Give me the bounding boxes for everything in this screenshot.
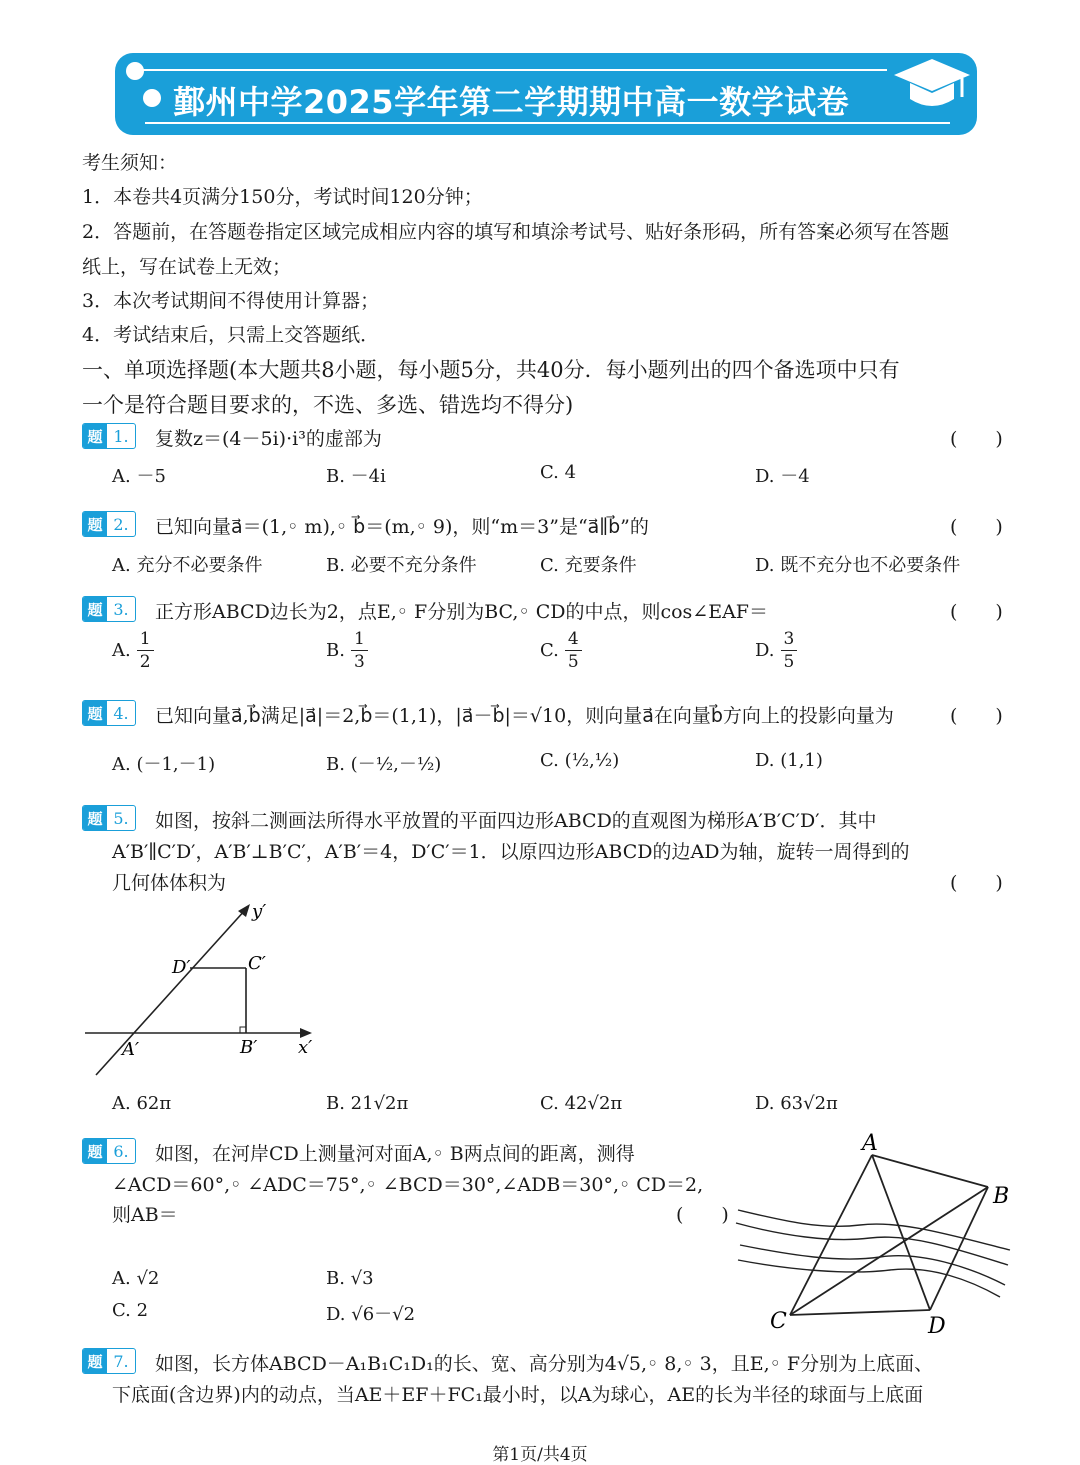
question-number: 1. [113,426,129,446]
notice-heading: 考生须知： [82,152,178,174]
option-a [112,631,154,671]
option-a: A. 62π [112,1093,172,1114]
answer-paren: ( ) [950,872,1003,894]
option-c [540,631,582,671]
question-text: 已知向量a⃗＝(1,◦ m),◦ b⃗＝(m,◦ 9)，则“m＝3”是“a⃗∥b⃗”的 [155,516,649,538]
fraction-numerator: 3 [781,631,798,651]
segment-ac [790,1155,872,1315]
badge-label: 题 [83,1139,107,1163]
fraction-numerator: 1 [137,631,154,651]
notice-item: 3．本次考试期间不得使用计算器； [82,290,380,312]
option-d: D. (1,1) [755,750,823,771]
option-b: B. (－½,－½) [326,754,442,775]
badge-label: 题 [83,597,107,621]
label-a: A′ [122,1039,140,1060]
question-badge [82,423,136,449]
fraction [781,631,798,671]
y-axis [96,909,246,1075]
option-label: C. [540,640,559,661]
option-label: D. [755,640,775,661]
option-d: D. 63√2π [755,1093,838,1114]
answer-paren: ( ) [950,428,1003,450]
option-d: D. 既不充分也不必要条件 [755,555,961,576]
question-number: 4. [113,703,129,723]
question-badge [82,805,136,831]
banner-dot [143,89,161,107]
option-a: A. 充分不必要条件 [112,555,263,576]
answer-paren: ( ) [950,601,1003,623]
segment-cd [790,1310,930,1315]
question-text: 如图，长方体ABCD－A₁B₁C₁D₁的长、宽、高分别为4√5,◦ 8,◦ 3，且E,◦ F分别为上底面、 [155,1353,934,1375]
river-wave [738,1210,1010,1250]
option-b: B. 必要不充分条件 [326,555,477,576]
label-d: D′ [172,957,191,978]
label-a: A [862,1131,878,1156]
badge-label: 题 [83,424,107,448]
right-angle-mark [240,1027,246,1033]
option-d: D. －4 [755,466,810,487]
answer-paren: ( ) [676,1204,729,1226]
fraction-numerator: 4 [565,631,582,651]
option-c: C. (½,½) [540,750,620,771]
option-b: B. －4i [326,466,386,487]
question-number: 5. [113,808,129,828]
fraction [137,631,154,671]
label-y: y′ [252,901,267,922]
label-b: B [993,1184,1010,1209]
option-c: C. 2 [112,1300,149,1321]
option-a: A. (－1,－1) [112,754,216,775]
notice-item: 纸上，写在试卷上无效； [82,256,292,278]
question-number: 6. [113,1141,129,1161]
notice-item: 4．考试结束后，只需上交答题纸． [82,324,380,346]
label-c: C′ [248,953,266,974]
option-a: A. －5 [112,466,166,487]
question-text: 如图，在河岸CD上测量河对面A,◦ B两点间的距离，测得 [155,1143,635,1165]
option-d: D. √6－√2 [326,1304,416,1325]
question-badge [82,511,136,537]
option-b: B. √3 [326,1268,374,1289]
section-title: 一、单项选择题(本大题共8小题，每小题5分，共40分．每小题列出的四个备选项中只有 [82,358,900,382]
option-b [326,631,368,671]
label-x: x′ [298,1037,313,1058]
badge-label: 题 [83,701,107,725]
section-title: 一个是符合题目要求的，不选、多选、错选均不得分) [82,393,574,417]
fraction-numerator: 1 [351,631,368,651]
banner-dot [126,62,144,80]
badge-label: 题 [83,1349,107,1373]
question-text-line: ∠ACD＝60°,◦ ∠ADC＝75°,◦ ∠BCD＝30°,∠ADB＝30°,◦ CD＝2, [112,1174,704,1196]
question-text-line: 几何体体积为 [112,872,227,894]
banner-line-top [137,69,887,71]
question-text: 已知向量a⃗,b⃗满足|a⃗|＝2,b⃗＝(1,1)，|a⃗－b⃗|＝√10，则向量a⃗在向量b⃗方向上的投影向量为 [155,705,894,727]
exam-title: 鄞州中学2025学年第二学期期中高一数学试卷 [173,83,850,121]
option-b: B. 21√2π [326,1093,409,1114]
question-number: 7. [113,1351,129,1371]
answer-paren: ( ) [950,516,1003,538]
question-badge [82,1138,136,1164]
fraction-denominator: 5 [567,652,579,672]
answer-paren: ( ) [950,705,1003,727]
page-footer: 第1页/共4页 [492,1445,588,1465]
river-wave [740,1245,1005,1285]
fraction-denominator: 2 [139,652,151,672]
segment-ad [872,1155,930,1310]
graduation-cap-icon [890,55,974,121]
question-text-line: A′B′∥C′D′，A′B′⊥B′C′，A′B′＝4，D′C′＝1．以原四边形ABCD的边AD为轴，旋转一周得到的 [112,841,910,863]
fraction [565,631,582,671]
question-badge [82,596,136,622]
question-text: 如图，按斜二测画法所得水平放置的平面四边形ABCD的直观图为梯形A′B′C′D′．其中 [155,810,877,832]
option-label: A. [112,640,131,661]
question-badge [82,1348,136,1374]
river-figure [730,1125,1020,1340]
option-a: A. √2 [112,1268,160,1289]
notice-item: 1．本卷共4页满分150分，考试时间120分钟； [82,186,483,208]
label-d: D [928,1314,946,1339]
river-wave [738,1260,1000,1297]
notice-item: 2．答题前，在答题卷指定区域完成相应内容的填写和填涂考试号、贴好条形码，所有答案必须写在答题 [82,221,950,243]
fraction-denominator: 5 [783,652,795,672]
oblique-trapezoid-figure [80,895,330,1085]
question-badge [82,700,136,726]
label-c: C [770,1309,787,1334]
question-text-line: 则AB＝ [112,1204,178,1226]
fraction [351,631,368,671]
question-text: 复数z＝(4－5i)·i³的虚部为 [155,428,382,450]
question-text: 正方形ABCD边长为2，点E,◦ F分别为BC,◦ CD的中点，则cos∠EAF＝ [155,601,768,623]
label-b: B′ [240,1037,258,1058]
option-c: C. 充要条件 [540,555,637,576]
question-text-line: 下底面(含边界)内的动点，当AE＋EF＋FC₁最小时，以A为球心，AE的长为半径的球面与上底面 [112,1384,924,1406]
option-d [755,631,797,671]
badge-label: 题 [83,512,107,536]
badge-label: 题 [83,806,107,830]
option-c: C. 4 [540,462,577,483]
question-number: 2. [113,514,129,534]
option-label: B. [326,640,345,661]
option-c: C. 42√2π [540,1093,623,1114]
header-banner [115,53,977,135]
segment-ab [872,1155,988,1187]
fraction-denominator: 3 [353,652,365,672]
question-number: 3. [113,599,129,619]
